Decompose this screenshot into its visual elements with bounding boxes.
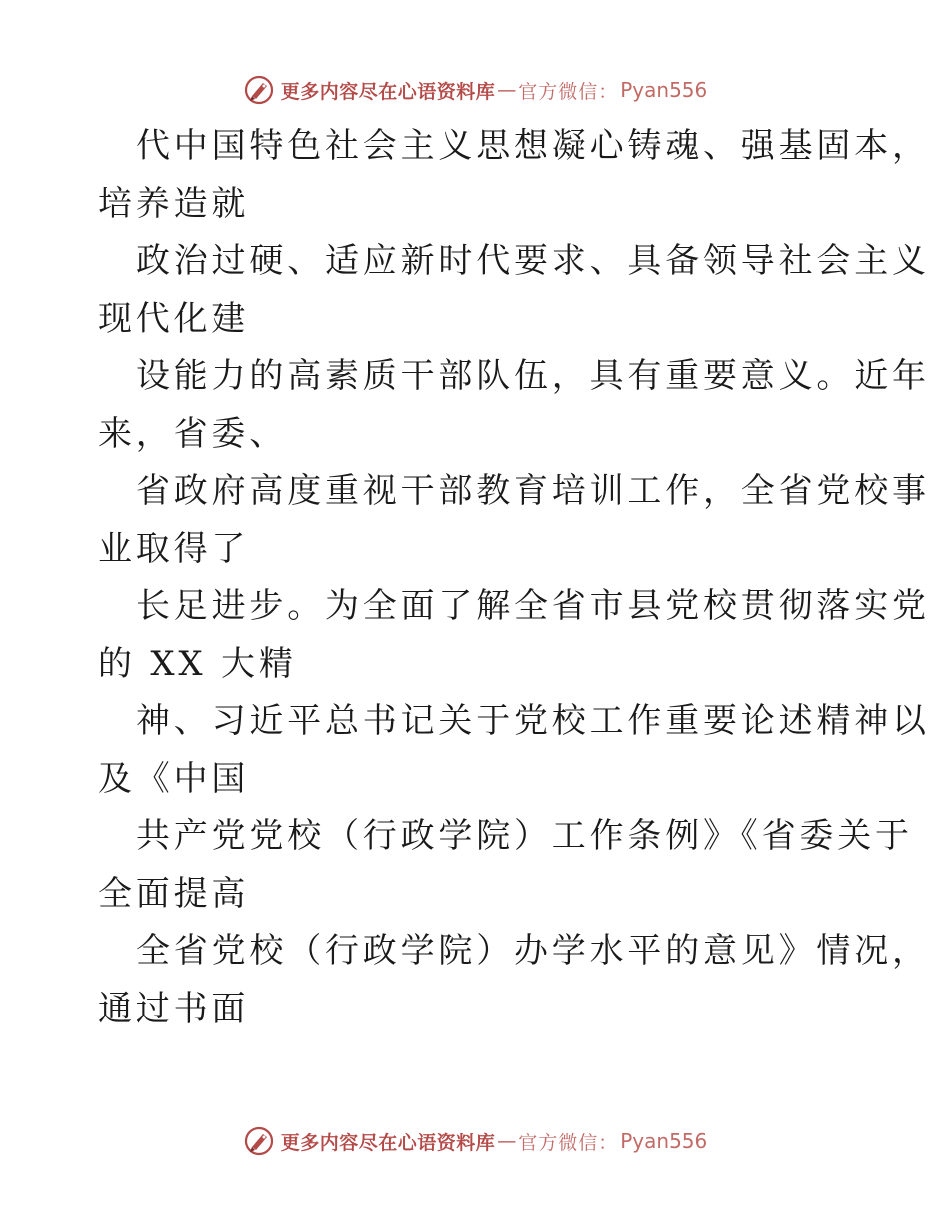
body-line: 的 XX 大精 bbox=[98, 643, 297, 684]
body-line: 来，省委、 bbox=[98, 413, 287, 454]
body-line: 通过书面 bbox=[98, 988, 250, 1029]
watermark-official-label: 官方微信： bbox=[518, 80, 619, 103]
document-body bbox=[98, 118, 930, 1038]
body-line: 全面提高 bbox=[98, 873, 250, 914]
body-line: 培养造就 bbox=[98, 183, 250, 224]
body-line: 全省党校（行政学院）办学水平的意见》情况， bbox=[136, 931, 930, 971]
watermark-text: 更多内容尽在心语资料库 bbox=[280, 80, 496, 103]
body-line: 设能力的高素质干部队伍，具有重要意义。近年 bbox=[136, 356, 930, 396]
pen-logo-icon bbox=[243, 1125, 275, 1157]
watermark-official-label: 官方微信： bbox=[518, 1131, 619, 1154]
body-line: 神、习近平总书记关于党校工作重要论述精神以 bbox=[136, 701, 930, 741]
watermark-wechat-id: Pyan556 bbox=[620, 1129, 708, 1153]
body-line: 及《中国 bbox=[98, 758, 250, 799]
watermark-dash: — bbox=[497, 1130, 517, 1152]
watermark-text: 更多内容尽在心语资料库 bbox=[280, 1131, 496, 1154]
body-line: 省政府高度重视干部教育培训工作，全省党校事 bbox=[136, 471, 930, 511]
body-line: 共产党党校（行政学院）工作条例》《省委关于 bbox=[136, 816, 913, 856]
body-line: 政治过硬、适应新时代要求、具备领导社会主义 bbox=[136, 241, 930, 281]
body-line: 代中国特色社会主义思想凝心铸魂、强基固本， bbox=[136, 126, 930, 166]
footer-watermark bbox=[0, 1121, 950, 1161]
body-line: 业取得了 bbox=[98, 528, 250, 569]
pen-logo-icon bbox=[243, 74, 275, 106]
body-line: 长足进步。为全面了解全省市县党校贯彻落实党 bbox=[136, 586, 930, 626]
watermark-wechat-id: Pyan556 bbox=[620, 78, 708, 102]
body-line: 现代化建 bbox=[98, 298, 250, 339]
header-watermark bbox=[0, 70, 950, 110]
watermark-dash: — bbox=[497, 79, 517, 101]
